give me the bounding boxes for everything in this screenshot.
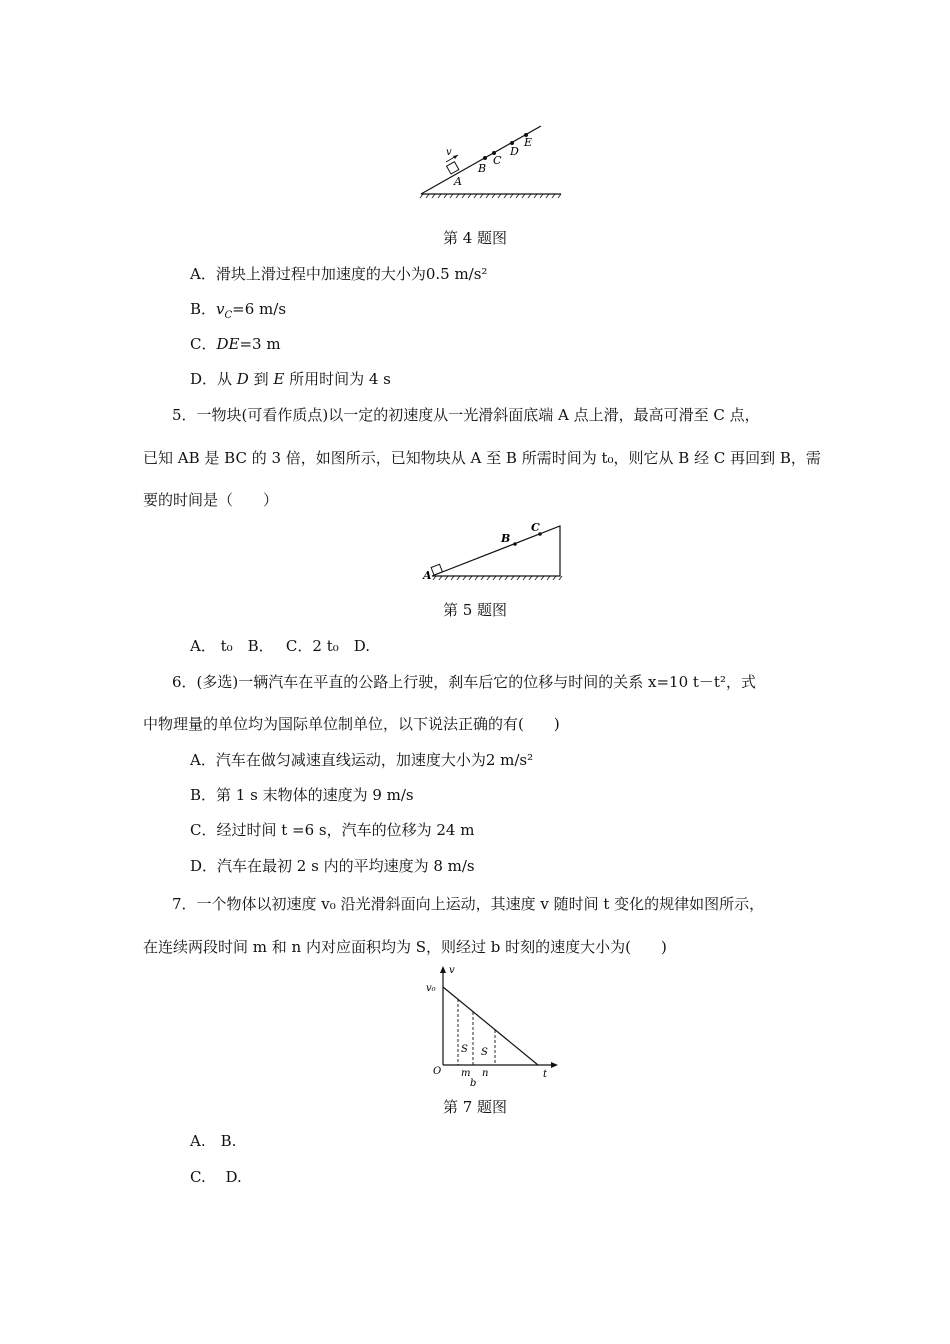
q4-caption: 第 4 题图 [442,229,508,247]
q5-figure [420,518,570,583]
q4-option-d-rest: 所用时间为 4 s [284,370,391,388]
q6-option-b: B．第 1 s 末物体的速度为 9 m/s [190,786,414,804]
q5-label-c: C [531,521,540,534]
q4-label-e: E [524,136,533,149]
q6-option-d: D．汽车在最初 2 s 内的平均速度为 8 m/s [190,857,475,875]
q4-label-c: C [493,154,502,167]
q4-label-d: D [510,145,519,158]
q4-option-c-rest: =3 m [239,335,281,353]
q4-option-c [190,334,281,354]
q7-label-s1: S [461,1044,468,1055]
q4-option-c-var: DE [216,335,240,353]
q4-figure [415,118,565,203]
q5-label-b: B [501,532,511,545]
q4-option-c-prefix: C． [190,335,217,353]
q7-label-m: m [461,1068,471,1079]
q7-label-n: n [482,1068,489,1079]
q4-option-b [190,299,286,326]
q4-option-a: A．滑块上滑过程中加速度的大小为0.5 m/s² [190,265,488,283]
q4-option-d-prefix: D．从 [190,370,237,388]
q4-label-v: v [446,147,452,158]
q4-option-d-var2: E [273,370,285,388]
q4-option-b-var: v [216,300,225,318]
q4-option-b-rest: =6 m/s [232,300,287,318]
q5-line-3: 要的时间是（ ） [143,491,279,509]
q7-label-b: b [470,1078,477,1087]
q7-label-v0: v₀ [426,983,436,994]
q5-label-a: A [423,569,432,582]
q7-label-s2: S [481,1047,488,1058]
q4-label-b: B [478,162,487,175]
q6-option-a: A．汽车在做匀减速直线运动，加速度大小为2 m/s² [190,751,534,769]
q7-figure [425,962,565,1087]
q7-axis-t: t [543,1069,548,1080]
q5-line-2: 已知 AB 是 BC 的 3 倍，如图所示，已知物块从 A 至 B 所需时间为 t₀，则它从 B 经 C 再回到 B，需 [143,449,821,467]
q6-line-2: 中物理量的单位均为国际单位制单位，以下说法正确的有( ) [143,715,560,733]
q4-option-d [190,369,391,389]
q4-option-d-mid: 到 [248,370,274,388]
q7-options-2: C. D. [190,1168,242,1186]
q5-line-1: 5．一物块(可看作质点)以一定的初速度从一光滑斜面底端 A 点上滑，最高可滑至 C 点， [172,406,760,424]
q7-caption: 第 7 题图 [442,1098,508,1116]
q4-option-b-sub: C [224,310,233,321]
q7-label-o: O [433,1066,442,1077]
q7-options-1: A. B. [190,1132,237,1150]
q4-option-d-var1: D [236,370,249,388]
q5-options: A． t₀ B． C．2 t₀ D. [190,637,371,655]
q7-axis-v: v [449,965,455,976]
q7-line-1: 7．一个物体以初速度 v₀ 沿光滑斜面向上运动，其速度 v 随时间 t 变化的规律如图所示， [172,895,765,913]
q5-caption: 第 5 题图 [442,601,508,619]
q4-label-a: A [454,175,462,188]
q6-line-1: 6．(多选)一辆汽车在平直的公路上行驶，刹车后它的位移与时间的关系 x=10 t－t²，式 [172,673,756,691]
q4-option-b-prefix: B． [190,300,217,318]
q6-option-c: C．经过时间 t =6 s，汽车的位移为 24 m [190,821,475,839]
q7-line-2: 在连续两段时间 m 和 n 内对应面积均为 S，则经过 b 时刻的速度大小为( ) [143,938,667,956]
